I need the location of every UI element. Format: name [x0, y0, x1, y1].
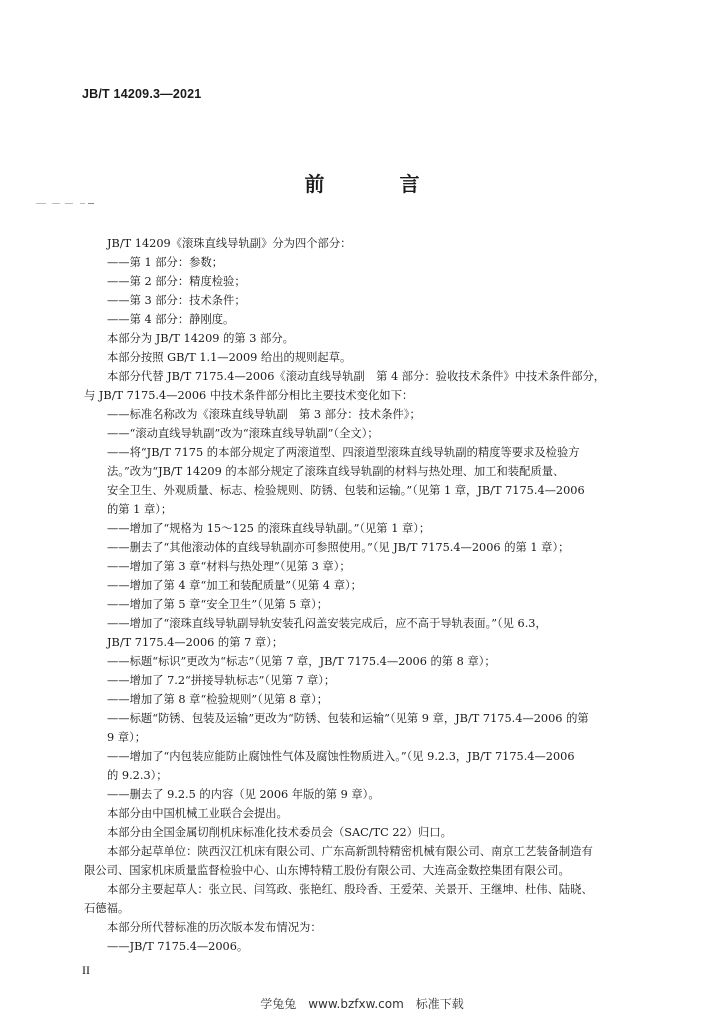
change-item: ——增加了第 3 章“材料与热处理”（见第 3 章）； — [107, 560, 351, 573]
change-item: ——“滚动直线导轨副”改为“滚珠直线导轨副”（全文）； — [107, 427, 379, 440]
paragraph: 本部分由全国金属切削机床标准化技术委员会（SAC/TC 22）归口。 — [107, 826, 452, 839]
change-item-line: 9 章）； — [107, 731, 147, 744]
change-item-line: 法。”改为“JB/T 14209 的本部分规定了滚珠直线导轨副的材料与热处理、加工和装配质量、 — [107, 465, 565, 478]
part-list-item: ——第 1 部分：参数； — [107, 256, 224, 269]
paragraph: 石德福。 — [84, 902, 130, 915]
change-item-line: 安全卫生、外观质量、标志、检验规则、防锈、包装和运输。”（见第 1 章，JB/T 7175.4—2006 — [107, 484, 585, 497]
change-item: ——标准名称改为《滚珠直线导轨副 第 3 部分：技术条件》； — [107, 408, 421, 421]
change-item — [84, 443, 658, 519]
change-item — [84, 747, 658, 785]
paragraph: ——JB/T 7175.4—2006。 — [107, 940, 249, 953]
foreword-body — [84, 234, 658, 956]
change-item-line: 的 9.2.3）； — [107, 769, 168, 782]
paragraph: 本部分为 JB/T 14209 的第 3 部分。 — [107, 332, 294, 345]
change-item: ——标题“标识”更改为“标志”（见第 7 章，JB/T 7175.4—2006 的第 8 章）； — [107, 655, 496, 668]
change-item: ——删去了 9.2.5 的内容（见 2006 年版的第 9 章）。 — [107, 788, 380, 801]
paragraph: 本部分代替 JB/T 7175.4—2006《滚动直线导轨副 第 4 部分：验收技术条件》中技术条件部分， — [107, 370, 606, 383]
paragraph: 本部分按照 GB/T 1.1—2009 给出的规则起草。 — [107, 351, 352, 364]
change-item: ——增加了第 5 章“安全卫生”（见第 5 章）； — [107, 598, 329, 611]
paragraph: 本部分所代替标准的历次版本发布情况为： — [107, 921, 322, 934]
change-item-line: ——增加了“内包装应能防止腐蚀性气体及腐蚀性物质进入。”（见 9.2.3，JB/T 7175.4—2006 — [107, 750, 575, 763]
change-item — [84, 709, 658, 747]
part-list-item: ——第 2 部分：精度检验； — [107, 275, 246, 288]
change-item: ——增加了第 8 章“检验规则”（见第 8 章）； — [107, 693, 329, 706]
standard-code: JB/T 14209.3—2021 — [82, 87, 202, 101]
intro-paragraph: JB/T 14209《滚珠直线导轨副》分为四个部分： — [107, 237, 352, 250]
change-item-line: JB/T 7175.4—2006 的第 7 章）； — [107, 636, 284, 649]
scan-smudge — [36, 203, 94, 206]
paragraph: 本部分由中国机械工业联合会提出。 — [107, 807, 288, 820]
paragraph: 本部分起草单位：陕西汉江机床有限公司、广东高新凯特精密机械有限公司、南京工艺装备制造有 — [107, 845, 593, 858]
part-list-item: ——第 3 部分：技术条件； — [107, 294, 246, 307]
footer-watermark: 学兔兔 www.bzfxw.com 标准下载 — [260, 997, 464, 1011]
change-item-line: ——增加了“滚珠直线导轨副导轨安装孔闷盖安装完成后，应不高于导轨表面。”（见 6.3， — [107, 617, 547, 630]
change-item: ——删去了“其他滚动体的直线导轨副亦可参照使用。”（见 JB/T 7175.4—2006 的第 1 章）； — [107, 541, 570, 554]
paragraph: 限公司、国家机床质量监督检验中心、山东博特精工股份有限公司、大连高金数控集团有限公司。 — [84, 864, 570, 877]
change-item: ——增加了“规格为 15～125 的滚珠直线导轨副。”（见第 1 章）； — [107, 522, 431, 535]
paragraph: 与 JB/T 7175.4—2006 中技术条件部分相比主要技术变化如下： — [84, 389, 414, 402]
page-number: II — [82, 963, 90, 977]
paragraph: 本部分主要起草人：张立民、闫笃政、张艳红、殷玲香、王爱荣、关景开、王继坤、杜伟、陆晓、 — [107, 883, 593, 896]
page-title: 前 言 — [304, 172, 454, 196]
change-item — [84, 614, 658, 652]
change-item-line: ——标题“防锈、包装及运输”更改为“防锈、包装和运输”（见第 9 章，JB/T 7175.4—2006 的第 — [107, 712, 589, 725]
change-item-line: ——将“JB/T 7175 的本部分规定了两滚道型、四滚道型滚珠直线导轨副的精度等要求及检验方 — [107, 446, 580, 459]
change-item: ——增加了 7.2“拼接导轨标志”（见第 7 章）； — [107, 674, 336, 687]
change-item-line: 的第 1 章）； — [107, 503, 173, 516]
part-list-item: ——第 4 部分：静刚度。 — [107, 313, 235, 326]
change-item: ——增加了第 4 章“加工和装配质量”（见第 4 章）； — [107, 579, 362, 592]
